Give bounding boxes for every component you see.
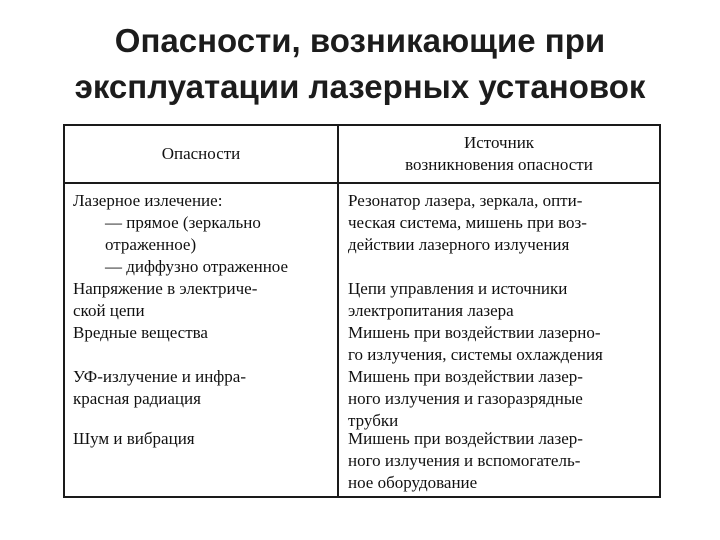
table-row-4-hazard xyxy=(73,366,246,410)
hazard-text: Вредные вещества xyxy=(73,323,208,342)
table-row-2-hazard xyxy=(73,278,257,322)
hazard-text: красная радиация xyxy=(73,389,201,408)
header-source-line-1: Источник xyxy=(463,133,535,152)
source-text: Мишень при воздействии лазер- xyxy=(348,429,583,448)
hazard-text: отраженное) xyxy=(105,235,197,254)
header-hazards: Опасности xyxy=(161,144,241,163)
table-header-divider xyxy=(65,182,659,184)
hazards-table xyxy=(63,124,661,498)
slide-title xyxy=(0,18,720,110)
hazard-text: ской цепи xyxy=(73,301,145,320)
source-text: Мишень при воздействии лазерно- xyxy=(348,323,601,342)
table-row-2-source xyxy=(348,278,567,322)
source-text: Цепи управления и источники xyxy=(348,279,568,298)
source-text: электропитания лазера xyxy=(348,301,514,320)
table-row-5-source xyxy=(348,428,583,494)
hazard-text: Шум и вибрация xyxy=(73,429,195,448)
source-text: ного излучения и вспомогатель- xyxy=(348,451,581,470)
source-text: трубки xyxy=(348,411,399,430)
table-row-1-hazard xyxy=(73,190,288,278)
header-source xyxy=(339,132,659,176)
source-text: ческая система, мишень при воз- xyxy=(348,213,587,232)
hazard-text: — диффузно отраженное xyxy=(105,257,289,276)
table-row-5-hazard xyxy=(73,428,195,450)
source-text: ное оборудование xyxy=(348,473,478,492)
table-row-1-source xyxy=(348,190,587,256)
hazard-text: Лазерное излечение: xyxy=(73,191,223,210)
source-text: Резонатор лазера, зеркала, опти- xyxy=(348,191,583,210)
hazard-text: УФ-излучение и инфра- xyxy=(73,367,247,386)
slide-title-line-2: эксплуатации лазерных установок xyxy=(74,68,646,105)
source-text: действии лазерного излучения xyxy=(348,235,570,254)
source-text: Мишень при воздействии лазер- xyxy=(348,367,583,386)
source-text: ного излучения и газоразрядные xyxy=(348,389,583,408)
table-row-4-source xyxy=(348,366,583,432)
header-source-line-2: возникновения опасности xyxy=(405,155,593,174)
table-row-3-hazard xyxy=(73,322,208,344)
slide-title-line-1: Опасности, возникающие при xyxy=(114,22,606,59)
hazard-text: — прямое (зеркально xyxy=(105,213,261,232)
hazard-text: Напряжение в электриче- xyxy=(73,279,258,298)
source-text: го излучения, системы охлаждения xyxy=(348,345,603,364)
table-row-3-source xyxy=(348,322,603,366)
